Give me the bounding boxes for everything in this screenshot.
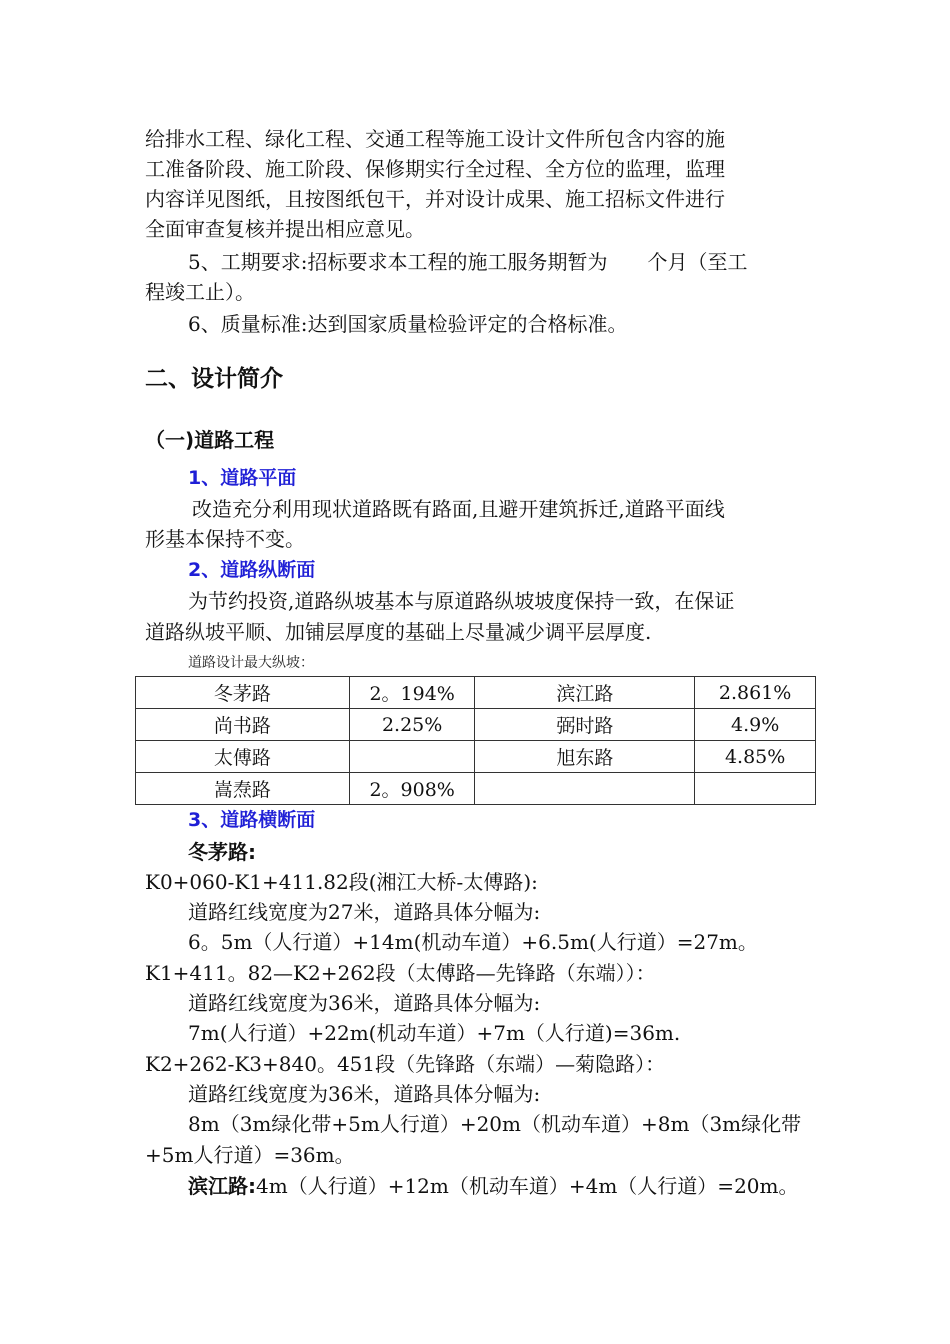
paragraph-line: K1+411。82—K2+262段（太傅路—先锋路（东端））： [145,961,656,985]
paragraph-line: 道路红线宽度为36米，道路具体分幅为: [188,991,541,1015]
section-heading: 二、设计简介 [145,366,283,392]
table-cell: 嵩焘路 [136,773,350,805]
table-cell [475,773,695,805]
road-name-label: 滨江路: [188,1174,256,1198]
paragraph-line: 道路红线宽度为36米，道路具体分幅为: [188,1082,541,1106]
subheading-cross-section: 3、道路横断面 [188,809,316,831]
table-cell [349,741,475,773]
table-cell: 2.25% [349,709,475,741]
table-cell: 4.9% [695,709,816,741]
paragraph-line: 6。5m（人行道）+14m(机动车道）+6.5m(人行道）=27m。 [188,930,758,954]
table-caption: 道路设计最大纵坡： [188,655,314,671]
paragraph-line: 改造充分利用现状道路既有路面,且避开建筑拆迁,道路平面线 [192,497,725,521]
table-cell: 2。194% [349,677,475,709]
table-cell: 弼时路 [475,709,695,741]
paragraph-line: 8m（3m绿化带+5m人行道）+20m（机动车道）+8m（3m绿化带 [188,1112,802,1136]
table-cell: 冬茅路 [136,677,350,709]
paragraph-line: 全面审查复核并提出相应意见。 [145,217,425,241]
max-slope-table [135,676,816,805]
paragraph-line: 给排水工程、绿化工程、交通工程等施工设计文件所包含内容的施 [145,127,725,151]
paragraph-line: 工准备阶段、施工阶段、保修期实行全过程、全方位的监理，监理 [145,157,725,181]
subheading-plane: 1、道路平面 [188,467,297,489]
paragraph-line: 5、工期要求:招标要求本工程的施工服务期暂为 个月（至工 [188,250,748,274]
paragraph-line: K2+262-K3+840。451段（先锋路（东端）—菊隐路）： [145,1052,666,1076]
paragraph-line: K0+060-K1+411.82段(湘江大桥-太傅路): [145,870,538,894]
table-cell: 2。908% [349,773,475,805]
paragraph-line: 道路红线宽度为27米，道路具体分幅为: [188,900,541,924]
table-cell: 太傅路 [136,741,350,773]
subsection-heading: （一)道路工程 [145,428,275,452]
paragraph-line: 程竣工止）。 [145,280,255,304]
paragraph-line: 道路纵坡平顺、加铺层厚度的基础上尽量减少调平层厚度. [145,620,652,644]
subheading-profile: 2、道路纵断面 [188,559,316,581]
table-cell [695,773,816,805]
road-width-text: 4m（人行道）+12m（机动车道）+4m（人行道）=20m。 [256,1174,799,1198]
table-row [136,677,816,709]
table-cell: 滨江路 [475,677,695,709]
table-row [136,709,816,741]
paragraph-line: 7m(人行道）+22m(机动车道）+7m（人行道)=36m. [188,1021,681,1045]
paragraph-line: +5m人行道）=36m。 [145,1143,355,1167]
paragraph-line: 形基本保持不变。 [145,527,305,551]
table-row [136,773,816,805]
table-cell: 2.861% [695,677,816,709]
table-cell: 尚书路 [136,709,350,741]
table-cell: 旭东路 [475,741,695,773]
road-name-heading: 冬茅路: [188,840,256,864]
paragraph-line: 为节约投资,道路纵坡基本与原道路纵坡坡度保持一致，在保证 [188,589,735,613]
table-row [136,741,816,773]
paragraph-line: 内容详见图纸，且按图纸包干，并对设计成果、施工招标文件进行 [145,187,725,211]
paragraph-line: 6、质量标准:达到国家质量检验评定的合格标准。 [188,312,628,336]
binjiang-line [188,1171,798,1201]
table-cell: 4.85% [695,741,816,773]
